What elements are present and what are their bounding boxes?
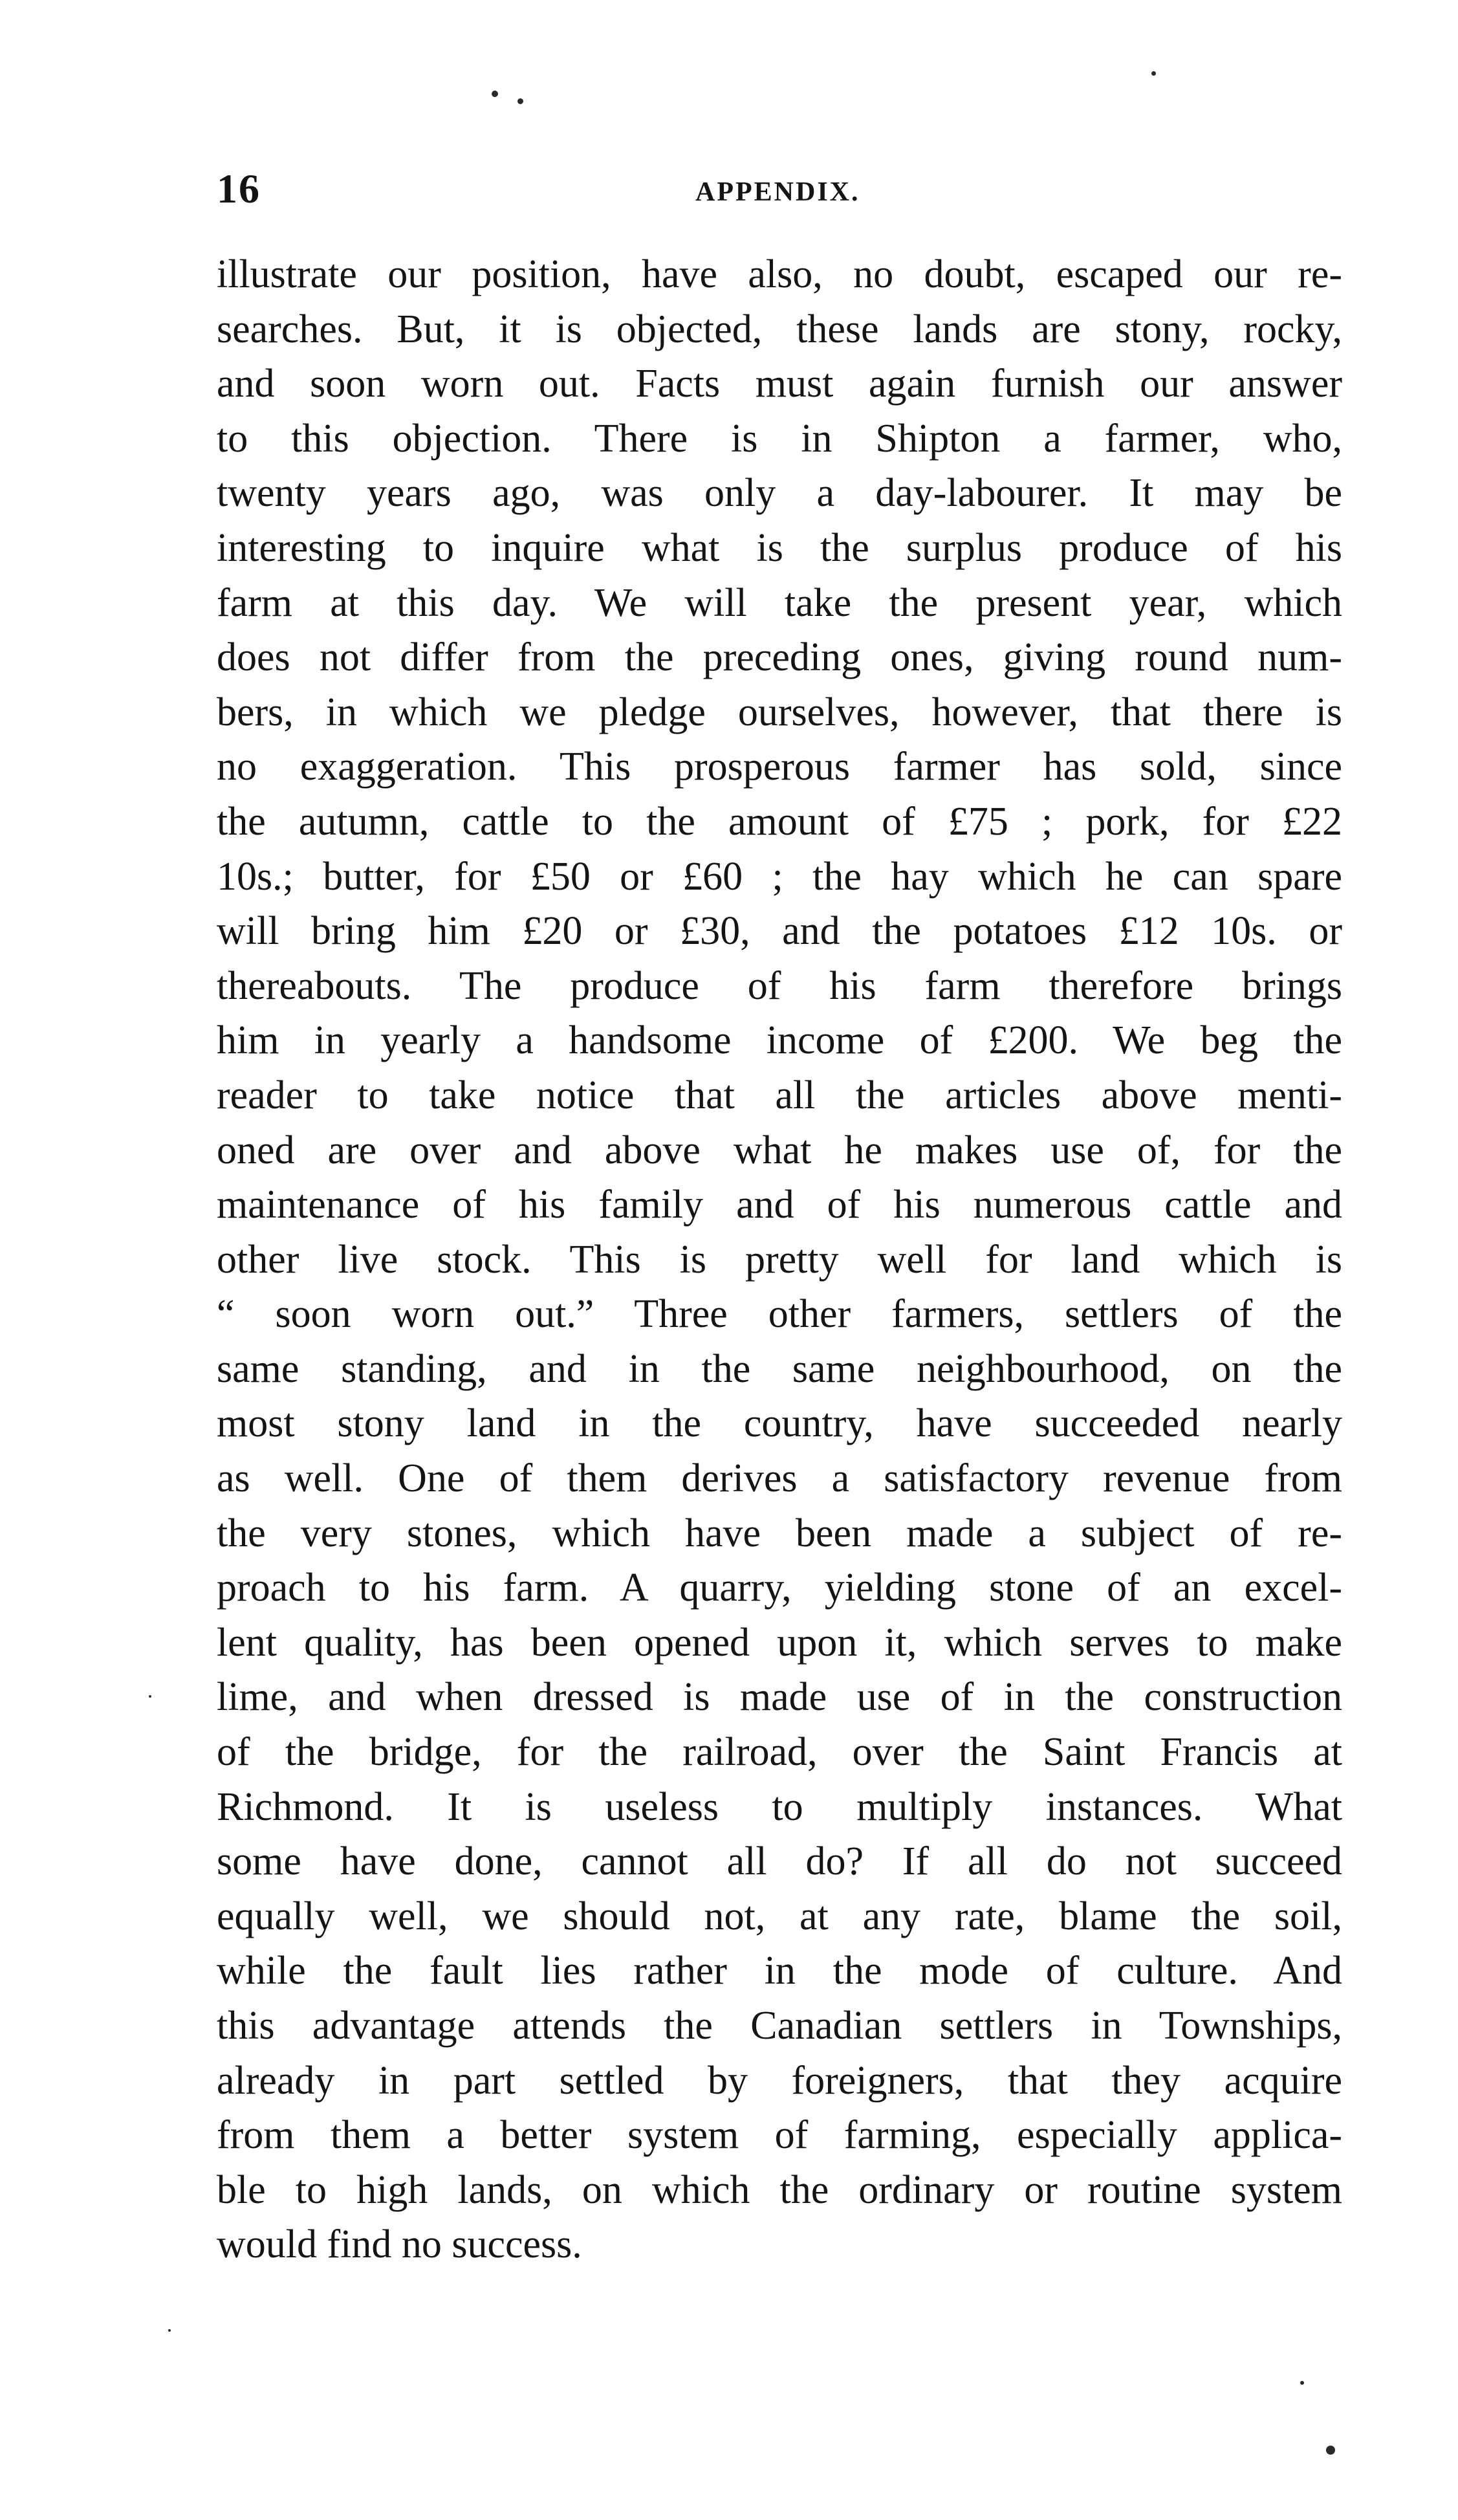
text-line: while the fault lies rather in the mode of culture. And — [217, 1949, 1342, 1993]
text-line: most stony land in the country, have succeeded nearly — [217, 1401, 1342, 1446]
text-line: and soon worn out. Facts must again furnish our answer — [217, 362, 1342, 406]
text-line: will bring him £20 or £30, and the potatoes £12 10s. or — [217, 909, 1342, 954]
text-line: interesting to inquire what is the surplus produce of his — [217, 525, 1342, 570]
text-line: searches. But, it is objected, these lands are stony, rocky, — [217, 307, 1342, 351]
text-line: bers, in which we pledge ourselves, however, that there is — [217, 690, 1342, 734]
text-line: same standing, and in the same neighbourhood, on the — [217, 1346, 1342, 1391]
text-line: twenty years ago, was only a day-labourer. It may be — [217, 471, 1342, 516]
scan-speck — [1300, 2381, 1304, 2385]
text-line: proach to his farm. A quarry, yielding stone of an excel- — [217, 1566, 1342, 1610]
page-header — [217, 165, 1355, 217]
text-line: already in part settled by foreigners, that they acquire — [217, 2058, 1342, 2103]
scan-speck — [492, 91, 498, 97]
text-line: the very stones, which have been made a subject of re- — [217, 1511, 1342, 1555]
text-line: the autumn, cattle to the amount of £75 ; pork, for £22 — [217, 799, 1342, 844]
text-line: lime, and when dressed is made use of in the construction — [217, 1675, 1342, 1720]
text-line: reader to take notice that all the articles above menti- — [217, 1073, 1342, 1117]
text-line: Richmond. It is useless to multiply instances. What — [217, 1784, 1342, 1829]
scan-speck — [1326, 2446, 1335, 2455]
text-line: maintenance of his family and of his numerous cattle and — [217, 1183, 1342, 1227]
text-line: “ soon worn out.” Three other farmers, settlers of the — [217, 1292, 1342, 1337]
text-line: this advantage attends the Canadian settlers in Townships, — [217, 2004, 1342, 2048]
text-line: some have done, cannot all do? If all do not succeed — [217, 1839, 1342, 1884]
scan-speck — [517, 98, 523, 104]
text-line: oned are over and above what he makes use of, for the — [217, 1128, 1342, 1172]
text-line: of the bridge, for the railroad, over the Saint Francis at — [217, 1730, 1342, 1775]
text-line: to this objection. There is in Shipton a farmer, who, — [217, 416, 1342, 461]
scan-speck — [1151, 71, 1156, 76]
text-line: as well. One of them derives a satisfactory revenue from — [217, 1456, 1342, 1501]
text-line: no exaggeration. This prosperous farmer has sold, since — [217, 745, 1342, 789]
text-line: lent quality, has been opened upon it, which serves to make — [217, 1620, 1342, 1665]
text-line: would find no success. — [217, 2222, 582, 2267]
text-line: him in yearly a handsome income of £200. We beg the — [217, 1018, 1342, 1063]
text-line: ble to high lands, on which the ordinary or routine system — [217, 2167, 1342, 2212]
text-line: other live stock. This is pretty well for land which is — [217, 1237, 1342, 1282]
text-line: thereabouts. The produce of his farm therefore brings — [217, 963, 1342, 1008]
text-line: equally well, we should not, at any rate, blame the soil, — [217, 1894, 1342, 1938]
page-number: 16 — [217, 166, 261, 212]
text-line: 10s.; butter, for £50 or £60 ; the hay which he can spare — [217, 854, 1342, 899]
text-line: illustrate our position, have also, no doubt, escaped our re- — [217, 252, 1342, 296]
text-line: farm at this day. We will take the present year, which — [217, 580, 1342, 625]
body-text — [217, 247, 1342, 2272]
scan-speck — [149, 1695, 151, 1698]
text-line: does not differ from the preceding ones, giving round num- — [217, 635, 1342, 680]
text-line: from them a better system of farming, especially applica- — [217, 2113, 1342, 2158]
scan-speck — [168, 2329, 171, 2332]
running-head: APPENDIX. — [695, 177, 860, 207]
